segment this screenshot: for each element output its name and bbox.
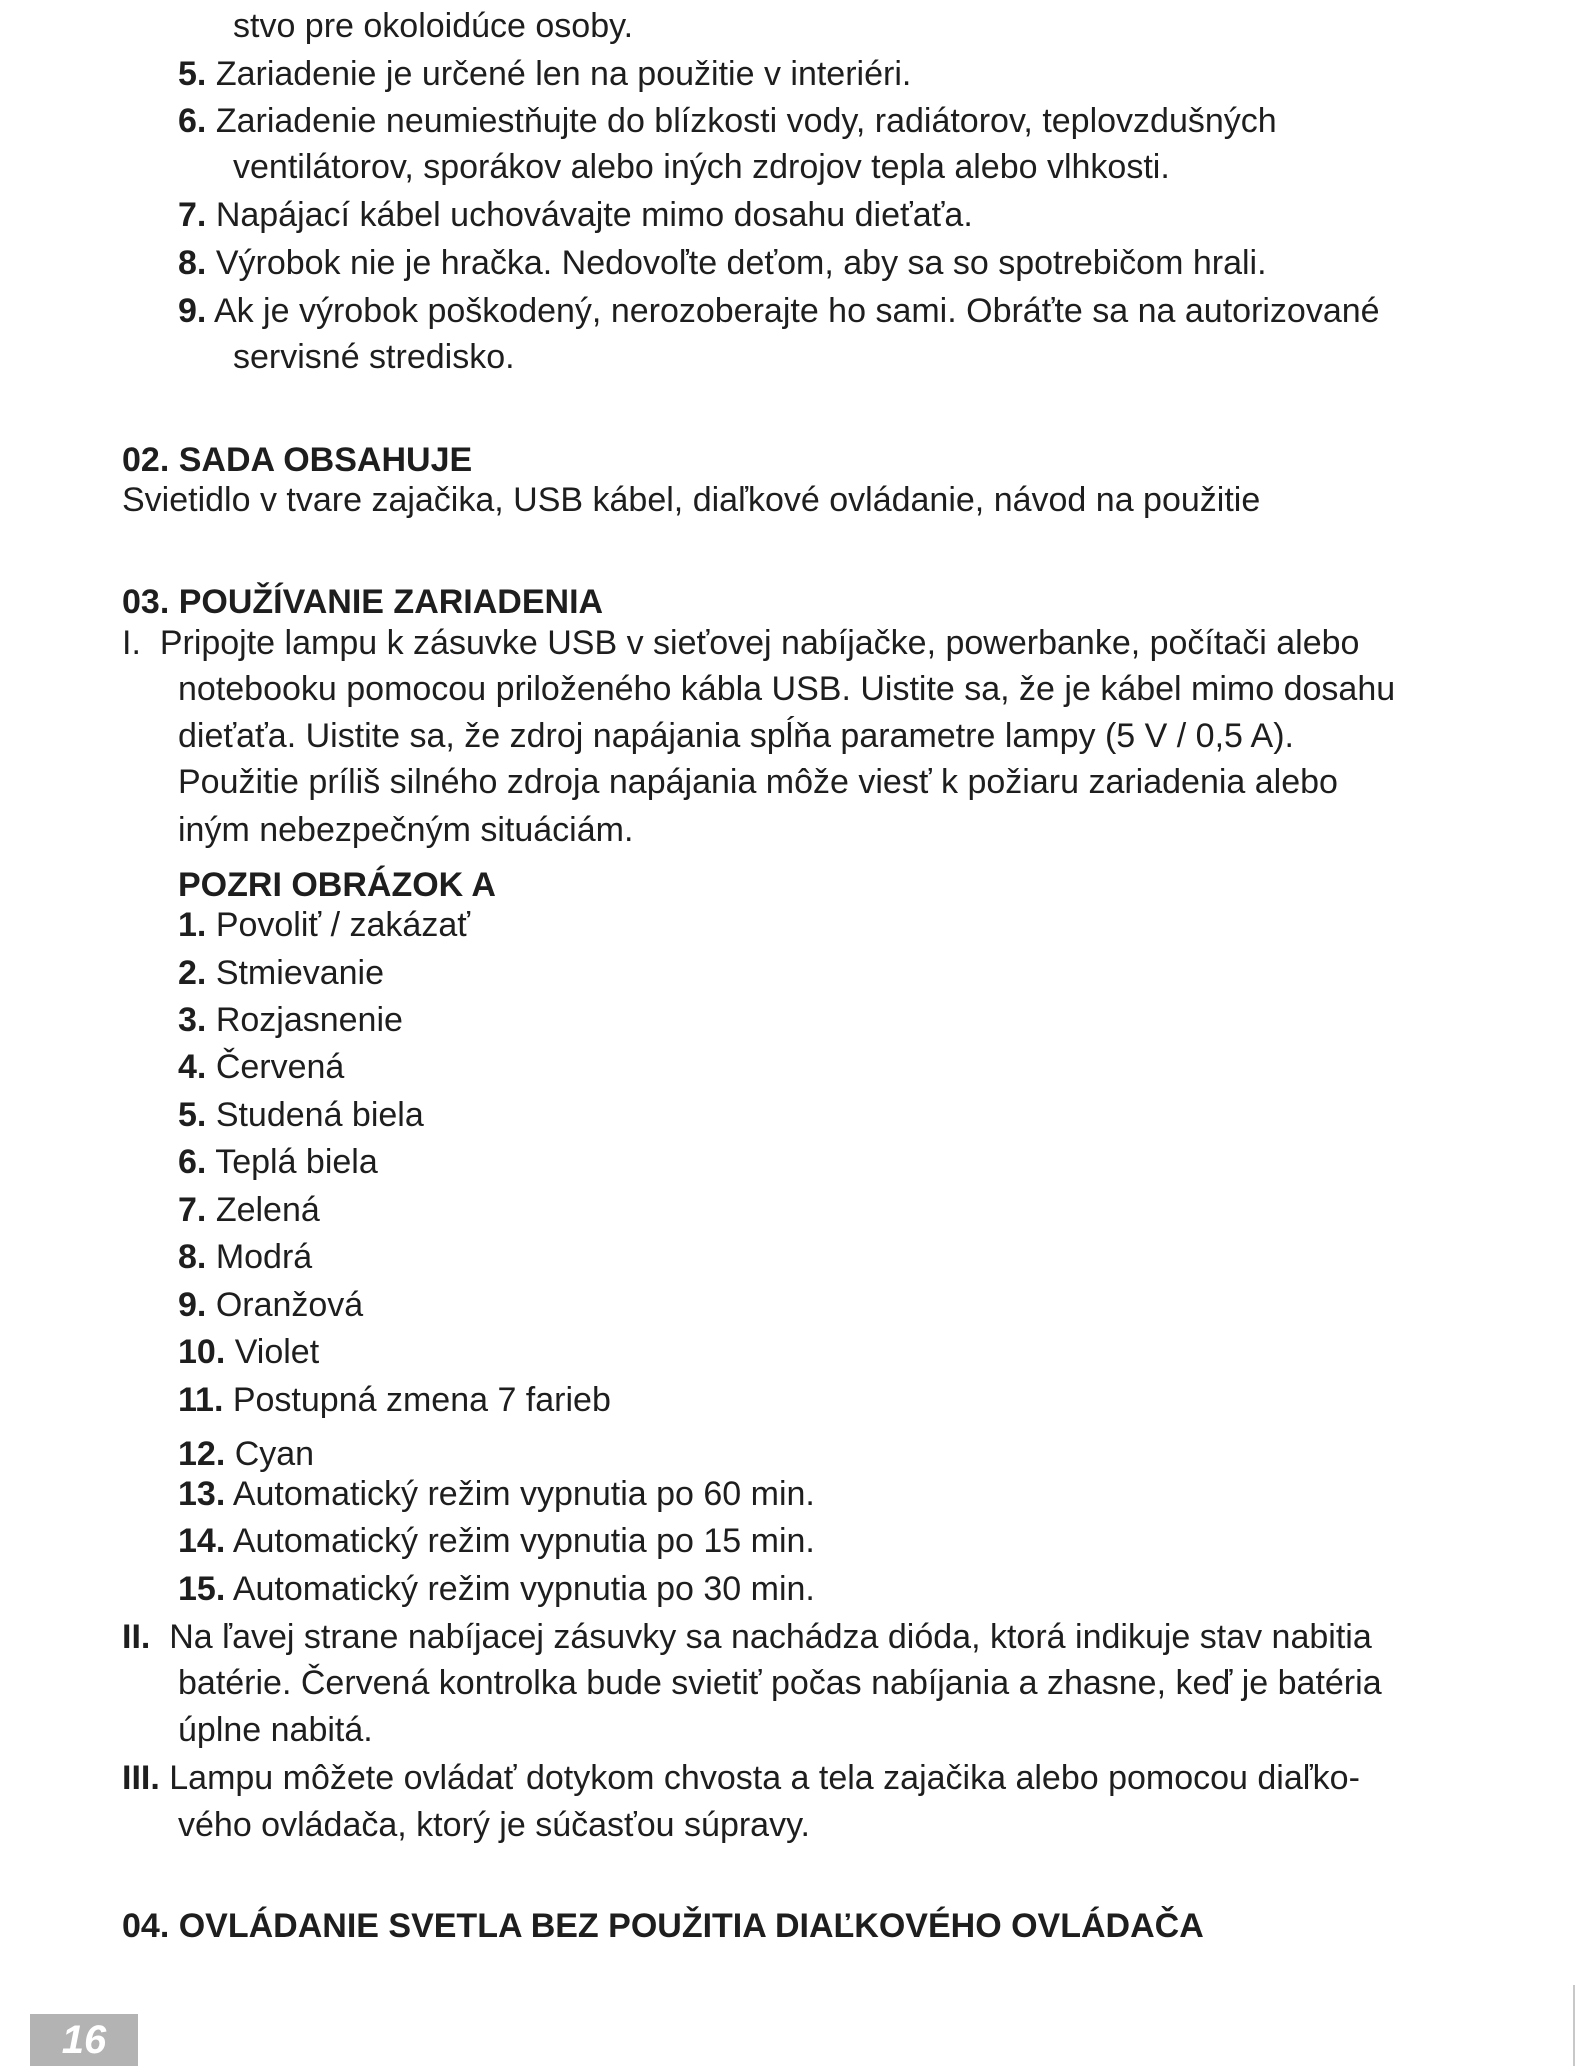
- figure-item: [178, 1095, 424, 1135]
- list-number: 14.: [178, 1522, 226, 1560]
- figure-item: [178, 1285, 363, 1325]
- paragraph-text: Na ľavej strane nabíjacej zásuvky sa nachádza dióda, ktorá indikuje stav nabitia: [169, 1618, 1372, 1656]
- section-02-title: 02. SADA OBSAHUJE: [122, 441, 473, 479]
- paragraph-i-line: Použitie príliš silného zdroja napájania môže viesť k požiaru zariadenia alebo: [178, 763, 1338, 801]
- safety-continuation-line: stvo pre okoloidúce osoby.: [233, 7, 634, 45]
- list-text: Oranžová: [215, 1286, 364, 1324]
- figure-item: [178, 1434, 314, 1474]
- figure-item: [178, 1142, 378, 1182]
- list-number: 6.: [178, 1143, 207, 1181]
- list-text: Ak je výrobok poškodený, nerozoberajte ho sami. Obráťte sa na autorizované: [213, 292, 1380, 330]
- list-number: 7.: [178, 196, 207, 234]
- paragraph-ii-line: úplne nabitá.: [178, 1711, 373, 1749]
- paragraph-iii-line: vého ovládača, ktorý je súčasťou súpravy.: [178, 1806, 811, 1844]
- figure-item: [178, 1569, 815, 1609]
- list-number: 12.: [178, 1435, 226, 1473]
- list-text: Povoliť / zakázať: [215, 906, 470, 944]
- list-number: 8.: [178, 1238, 207, 1276]
- list-text: Automatický režim vypnutia po 15 min.: [232, 1522, 815, 1560]
- list-number: 8.: [178, 244, 207, 282]
- list-number: 5.: [178, 1096, 207, 1134]
- roman-number: III.: [122, 1759, 160, 1797]
- figure-item: [178, 905, 470, 945]
- list-number: 11.: [178, 1381, 224, 1419]
- list-number: 9.: [178, 292, 207, 330]
- list-text: Violet: [234, 1333, 320, 1371]
- figure-item: [178, 1380, 611, 1420]
- paragraph-i: [122, 623, 1359, 663]
- list-number: 3.: [178, 1001, 207, 1039]
- list-number: 15.: [178, 1570, 226, 1608]
- list-text: Automatický režim vypnutia po 30 min.: [232, 1570, 815, 1608]
- list-text: Zariadenie neumiestňujte do blízkosti vody, radiátorov, teplovzdušných: [215, 102, 1277, 140]
- safety-item-5: [178, 54, 911, 94]
- figure-item: [178, 1474, 815, 1514]
- list-number: 6.: [178, 102, 207, 140]
- safety-item-9-cont: servisné stredisko.: [233, 338, 515, 376]
- safety-item-6: [178, 101, 1277, 141]
- figure-item: [178, 1521, 815, 1561]
- list-number: 1.: [178, 906, 207, 944]
- figure-item: [178, 1047, 344, 1087]
- figure-item: [178, 1000, 403, 1040]
- figure-item: [178, 1332, 319, 1372]
- page-edge-rule: [1573, 1985, 1575, 2066]
- safety-item-8: [178, 243, 1267, 283]
- list-text: Výrobok nie je hračka. Nedovoľte deťom, aby sa so spotrebičom hrali.: [215, 244, 1267, 282]
- list-text: Cyan: [234, 1435, 315, 1473]
- list-number: 5.: [178, 55, 207, 93]
- list-number: 7.: [178, 1191, 207, 1229]
- list-text: Zelená: [215, 1191, 320, 1229]
- safety-item-9: [178, 291, 1380, 331]
- figure-item: [178, 1237, 312, 1277]
- paragraph-i-line: iným nebezpečným situáciám.: [178, 811, 634, 849]
- list-text: Červená: [215, 1048, 345, 1086]
- list-text: Teplá biela: [215, 1143, 378, 1181]
- section-03-title: 03. POUŽÍVANIE ZARIADENIA: [122, 583, 604, 621]
- paragraph-i-line: notebooku pomocou priloženého kábla USB. Uistite sa, že je kábel mimo dosahu: [178, 670, 1396, 708]
- list-number: 13.: [178, 1475, 226, 1513]
- paragraph-text: Lampu môžete ovládať dotykom chvosta a tela zajačika alebo pomocou diaľko-: [169, 1759, 1360, 1797]
- list-text: Postupná zmena 7 farieb: [232, 1381, 611, 1419]
- list-text: Modrá: [215, 1238, 313, 1276]
- roman-number: II.: [122, 1618, 151, 1656]
- list-text: Zariadenie je určené len na použitie v interiéri.: [215, 55, 912, 93]
- paragraph-ii: [122, 1617, 1372, 1657]
- list-text: Napájací kábel uchovávajte mimo dosahu dieťaťa.: [215, 196, 973, 234]
- section-02-text: Svietidlo v tvare zajačika, USB kábel, diaľkové ovládanie, návod na použitie: [122, 481, 1261, 519]
- list-number: 10.: [178, 1333, 226, 1371]
- list-number: 4.: [178, 1048, 207, 1086]
- paragraph-i-line: dieťaťa. Uistite sa, že zdroj napájania spĺňa parametre lampy (5 V / 0,5 A).: [178, 717, 1294, 755]
- list-text: Rozjasnenie: [215, 1001, 403, 1039]
- roman-number: I.: [122, 624, 141, 662]
- list-text: Automatický režim vypnutia po 60 min.: [232, 1475, 815, 1513]
- figure-item: [178, 1190, 320, 1230]
- section-04-title: 04. OVLÁDANIE SVETLA BEZ POUŽITIA DIAĽKOVÉHO OVLÁDAČA: [122, 1907, 1204, 1945]
- safety-item-7: [178, 195, 973, 235]
- list-number: 9.: [178, 1286, 207, 1324]
- list-text: Stmievanie: [215, 954, 385, 992]
- safety-item-6-cont: ventilátorov, sporákov alebo iných zdrojov tepla alebo vlhkosti.: [233, 148, 1170, 186]
- paragraph-text: Pripojte lampu k zásuvke USB v sieťovej nabíjačke, powerbanke, počítači alebo: [159, 624, 1360, 662]
- paragraph-iii: [122, 1758, 1360, 1798]
- list-number: 2.: [178, 954, 207, 992]
- figure-a-heading: POZRI OBRÁZOK A: [178, 866, 496, 904]
- figure-item: [178, 953, 384, 993]
- page-number: 16: [30, 2014, 138, 2066]
- list-text: Studená biela: [215, 1096, 424, 1134]
- paragraph-ii-line: batérie. Červená kontrolka bude svietiť počas nabíjania a zhasne, keď je batéria: [178, 1664, 1382, 1702]
